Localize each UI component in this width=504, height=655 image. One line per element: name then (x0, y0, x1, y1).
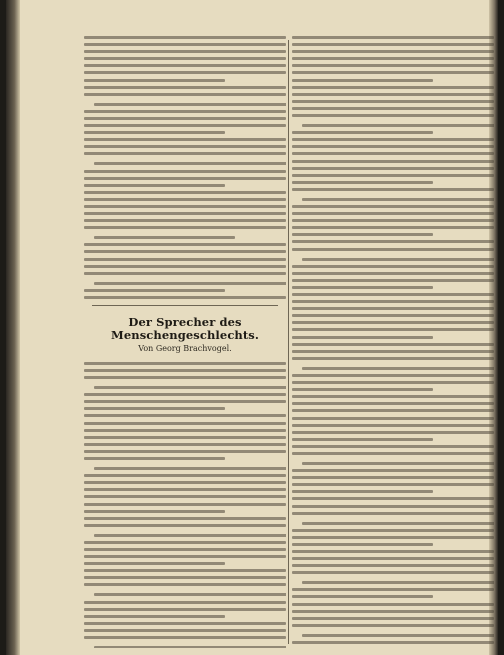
text-line (292, 167, 494, 170)
text-line (84, 517, 286, 520)
text-line (302, 258, 494, 261)
text-line (292, 300, 494, 303)
text-line (84, 481, 286, 484)
text-line (302, 462, 494, 465)
text-line (292, 57, 494, 60)
text-line (84, 170, 286, 173)
text-line (292, 381, 494, 384)
text-line (292, 424, 494, 427)
text-line (84, 457, 225, 460)
text-line (292, 431, 494, 434)
text-line (84, 86, 286, 89)
text-line (84, 212, 286, 215)
text-line (84, 503, 286, 506)
text-line (84, 272, 286, 275)
text-line (292, 205, 494, 208)
text-line (292, 138, 494, 141)
text-line (84, 226, 286, 229)
text-column-right (292, 36, 494, 648)
text-line (292, 71, 494, 74)
text-line (84, 541, 286, 544)
text-line (292, 248, 494, 251)
text-line (292, 152, 494, 155)
text-line (292, 350, 494, 353)
text-line (292, 321, 494, 324)
text-line (292, 181, 433, 184)
text-line (292, 314, 494, 317)
text-line (84, 362, 286, 365)
text-line (84, 258, 286, 261)
text-line (292, 307, 494, 310)
text-line (84, 548, 286, 551)
text-line (84, 601, 286, 604)
text-line (94, 236, 235, 239)
text-line (84, 289, 225, 292)
text-line (292, 557, 494, 560)
text-line (84, 569, 286, 572)
text-line (292, 343, 494, 346)
text-line (84, 583, 286, 586)
article-byline: Von Georg Brachvogel. (138, 343, 232, 353)
text-line (292, 219, 494, 222)
text-line (292, 145, 494, 148)
text-line (292, 417, 494, 420)
text-line (84, 110, 286, 113)
text-line (292, 388, 433, 391)
text-line (84, 474, 286, 477)
text-line (84, 436, 286, 439)
text-line (292, 490, 433, 493)
column-divider (288, 40, 289, 644)
text-line (292, 505, 494, 508)
text-line (84, 576, 286, 579)
text-line (84, 407, 225, 410)
text-line (84, 198, 286, 201)
text-line (292, 512, 494, 515)
text-line (292, 226, 494, 229)
article-heading (84, 316, 286, 354)
text-block-top (84, 36, 286, 299)
text-line (292, 497, 494, 500)
text-line (94, 534, 286, 537)
text-line (84, 177, 286, 180)
text-line (84, 488, 286, 491)
page-binding-shadow (6, 0, 20, 655)
text-line (84, 71, 286, 74)
text-line (84, 219, 286, 222)
text-line (84, 369, 286, 372)
text-line (84, 184, 225, 187)
text-line (292, 114, 494, 117)
text-line (84, 131, 225, 134)
text-line (292, 107, 494, 110)
text-line (84, 243, 286, 246)
text-line (302, 522, 494, 525)
text-line (84, 250, 286, 253)
text-line (84, 79, 225, 82)
text-line (84, 152, 286, 155)
text-line (84, 117, 286, 120)
text-line (292, 36, 494, 39)
text-line (292, 188, 494, 191)
text-line (292, 265, 494, 268)
text-line (84, 50, 286, 53)
text-line (302, 124, 494, 127)
text-line (84, 495, 286, 498)
text-line (94, 593, 286, 596)
text-line (292, 233, 433, 236)
text-line (302, 367, 494, 370)
text-line (292, 641, 494, 644)
text-line (84, 615, 225, 618)
text-line (292, 212, 494, 215)
article-body (84, 362, 286, 648)
text-line (292, 50, 494, 53)
text-line (292, 536, 494, 539)
text-line (84, 205, 286, 208)
text-line (292, 86, 494, 89)
text-line (84, 57, 286, 60)
text-line (84, 636, 286, 639)
text-line (292, 617, 494, 620)
text-line (292, 357, 494, 360)
text-line (84, 608, 286, 611)
text-line (292, 131, 433, 134)
text-line (292, 445, 494, 448)
text-line (292, 160, 494, 163)
text-line (84, 443, 286, 446)
text-line (84, 555, 286, 558)
text-line (292, 452, 494, 455)
text-line (84, 145, 286, 148)
text-line (302, 634, 494, 637)
text-line (292, 336, 433, 339)
text-line (292, 395, 494, 398)
text-line (292, 64, 494, 67)
text-line (84, 376, 286, 379)
text-line (292, 476, 494, 479)
text-line (94, 103, 286, 106)
text-line (84, 414, 286, 417)
text-line (84, 43, 286, 46)
text-line (292, 595, 433, 598)
text-line (84, 450, 286, 453)
text-line (292, 272, 494, 275)
text-line (292, 279, 494, 282)
text-line (84, 622, 286, 625)
text-line (292, 564, 494, 567)
text-line (84, 510, 225, 513)
text-line (94, 386, 286, 389)
text-line (292, 529, 494, 532)
text-line (292, 550, 494, 553)
text-line (94, 467, 286, 470)
text-line (84, 64, 286, 67)
text-column-left (84, 36, 286, 648)
text-line (292, 571, 494, 574)
text-line (84, 138, 286, 141)
text-line (292, 43, 494, 46)
section-divider (92, 305, 278, 306)
text-line (292, 374, 494, 377)
text-line (84, 562, 225, 565)
newspaper-page (6, 0, 498, 655)
text-line (84, 124, 286, 127)
text-line (84, 429, 286, 432)
text-line (292, 174, 494, 177)
text-line (292, 469, 494, 472)
article-body-continued (292, 36, 494, 648)
text-line (94, 162, 286, 165)
text-line (302, 581, 494, 584)
text-line (84, 36, 286, 39)
text-line (84, 296, 286, 299)
text-line (292, 328, 494, 331)
text-line (292, 293, 494, 296)
text-line (84, 400, 286, 403)
text-line (292, 624, 494, 627)
text-line (84, 629, 286, 632)
text-line (84, 524, 286, 527)
text-line (84, 191, 286, 194)
text-line (292, 409, 494, 412)
text-line (84, 265, 286, 268)
text-line (292, 603, 494, 606)
text-line (292, 543, 433, 546)
text-line (292, 438, 433, 441)
text-line (292, 93, 494, 96)
text-line (292, 402, 494, 405)
text-line (292, 588, 494, 591)
text-line (292, 100, 494, 103)
text-line (292, 286, 433, 289)
text-line (292, 610, 494, 613)
text-line (302, 198, 494, 201)
text-line (84, 393, 286, 396)
text-line (292, 483, 494, 486)
text-line (292, 240, 494, 243)
text-line (84, 422, 286, 425)
text-line (84, 93, 286, 96)
article-title: Der Sprecher des Menschengeschlechts. (111, 314, 259, 342)
text-line (94, 646, 286, 648)
text-line (292, 79, 433, 82)
text-line (94, 282, 286, 285)
